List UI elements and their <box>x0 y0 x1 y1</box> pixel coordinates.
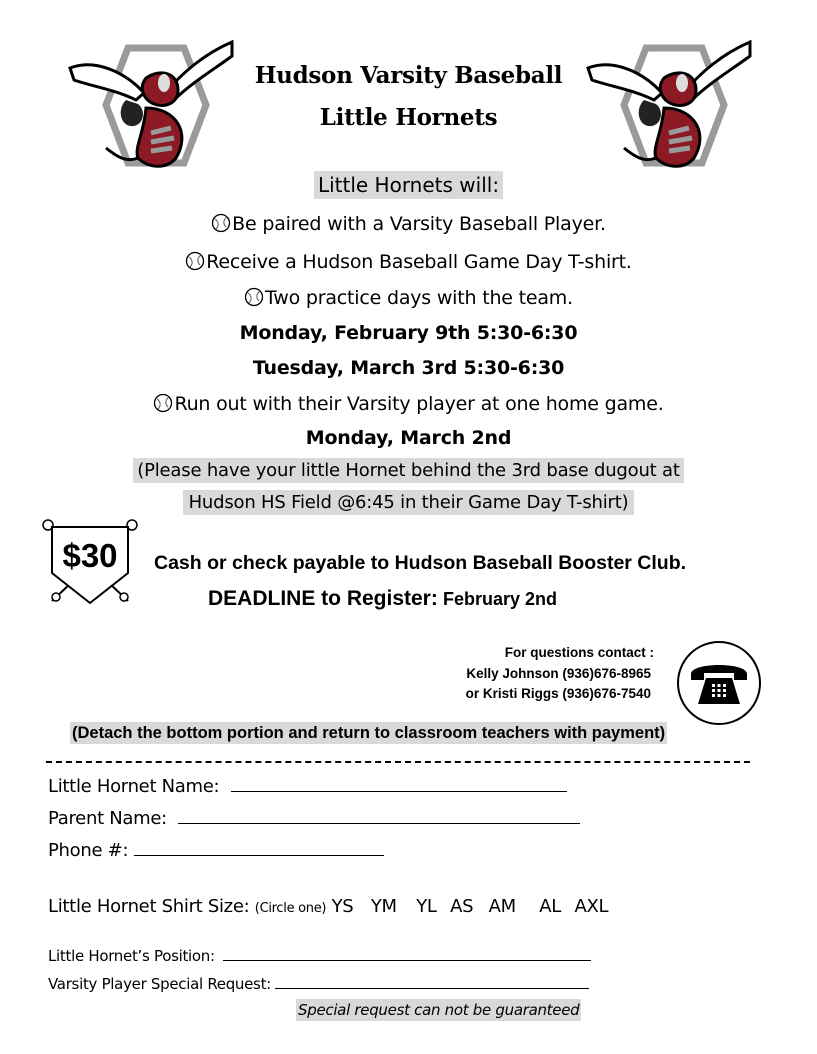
shirt-size-hint: (Circle one) <box>254 901 327 916</box>
special-request-row <box>48 975 589 993</box>
shirt-size-option[interactable]: YS <box>331 896 354 917</box>
shirt-size-option[interactable]: AL <box>539 896 562 917</box>
shirt-size-row <box>48 896 622 917</box>
deadline <box>208 587 557 611</box>
shirt-size-label: Little Hornet Shirt Size: <box>48 896 250 917</box>
hornet-name-field[interactable] <box>231 777 567 792</box>
baseball-icon <box>185 251 205 271</box>
practice-date-1: Monday, February 9th 5:30-6:30 <box>239 322 578 344</box>
hornet-name-row <box>48 776 567 797</box>
shirt-size-option[interactable]: YM <box>370 896 397 917</box>
game-note-line-2: Hudson HS Field @6:45 in their Game Day T-shirt) <box>183 490 635 515</box>
benefits-heading-wrap <box>0 173 817 197</box>
benefit-text: Two practice days with the team. <box>265 287 573 309</box>
shirt-size-option[interactable]: YL <box>416 896 437 917</box>
game-note-line-1: (Please have your little Hornet behind the 3rd base dugout at <box>133 458 683 483</box>
game-date: Monday, March 2nd <box>305 427 512 449</box>
position-row <box>48 947 591 965</box>
benefits-heading: Little Hornets will: <box>314 171 503 199</box>
contact-heading: For questions contact : <box>504 645 654 660</box>
title-line-2: Little Hornets <box>319 104 498 131</box>
game-note-line-1-wrap <box>0 460 817 481</box>
contact-line-1: Kelly Johnson (936)676-8965 <box>466 666 651 681</box>
benefit-item <box>0 213 817 235</box>
parent-name-row <box>48 808 580 829</box>
shirt-size-option[interactable]: AS <box>450 896 474 917</box>
hornet-mascot-icon <box>584 38 754 173</box>
hornet-logo-right <box>584 38 754 173</box>
phone-field[interactable] <box>134 841 384 856</box>
contact-line-2: or Kristi Riggs (936)676-7540 <box>465 686 651 701</box>
special-request-label: Varsity Player Special Request: <box>48 975 271 993</box>
benefit-text: Receive a Hudson Baseball Game Day T-shirt. <box>206 251 632 273</box>
deadline-label: DEADLINE to Register: <box>208 587 438 610</box>
phone-label: Phone #: <box>48 840 129 861</box>
benefit-text: Run out with their Varsity player at one home game. <box>174 393 664 415</box>
hornet-mascot-icon <box>66 38 236 173</box>
hornet-logo-left <box>66 38 236 173</box>
cut-line <box>46 761 750 763</box>
position-label: Little Hornet’s Position: <box>48 947 215 965</box>
deadline-date: February 2nd <box>442 589 557 609</box>
game-note-line-2-wrap <box>0 492 817 513</box>
benefit-item <box>0 287 817 309</box>
phone-row <box>48 840 384 861</box>
parent-name-label: Parent Name: <box>48 808 167 829</box>
payment-instructions: Cash or check payable to Hudson Baseball Booster Club. <box>154 552 687 574</box>
benefit-item <box>0 251 817 273</box>
shirt-size-option[interactable]: AXL <box>574 896 609 917</box>
special-request-note-wrap <box>296 1000 581 1019</box>
title-line-1: Hudson Varsity Baseball <box>254 62 563 89</box>
baseball-icon <box>153 393 173 413</box>
price: $30 <box>62 537 118 574</box>
shirt-size-option[interactable]: AM <box>488 896 516 917</box>
detach-note: (Detach the bottom portion and return to classroom teachers with payment) <box>72 724 666 742</box>
hornet-name-label: Little Hornet Name: <box>48 776 220 797</box>
benefit-text: Be paired with a Varsity Baseball Player. <box>232 213 606 235</box>
special-request-field[interactable] <box>275 977 589 989</box>
baseball-icon <box>244 287 264 307</box>
position-field[interactable] <box>223 949 591 961</box>
telephone-icon <box>676 640 762 726</box>
parent-name-field[interactable] <box>178 809 580 824</box>
telephone-badge <box>676 640 762 726</box>
baseball-icon <box>211 213 231 233</box>
price-badge <box>38 515 142 607</box>
practice-date-2: Tuesday, March 3rd 5:30-6:30 <box>252 357 565 379</box>
benefit-item-game <box>0 393 817 415</box>
detach-note-wrap <box>70 723 667 743</box>
special-request-note: Special request can not be guaranteed <box>298 1001 580 1019</box>
